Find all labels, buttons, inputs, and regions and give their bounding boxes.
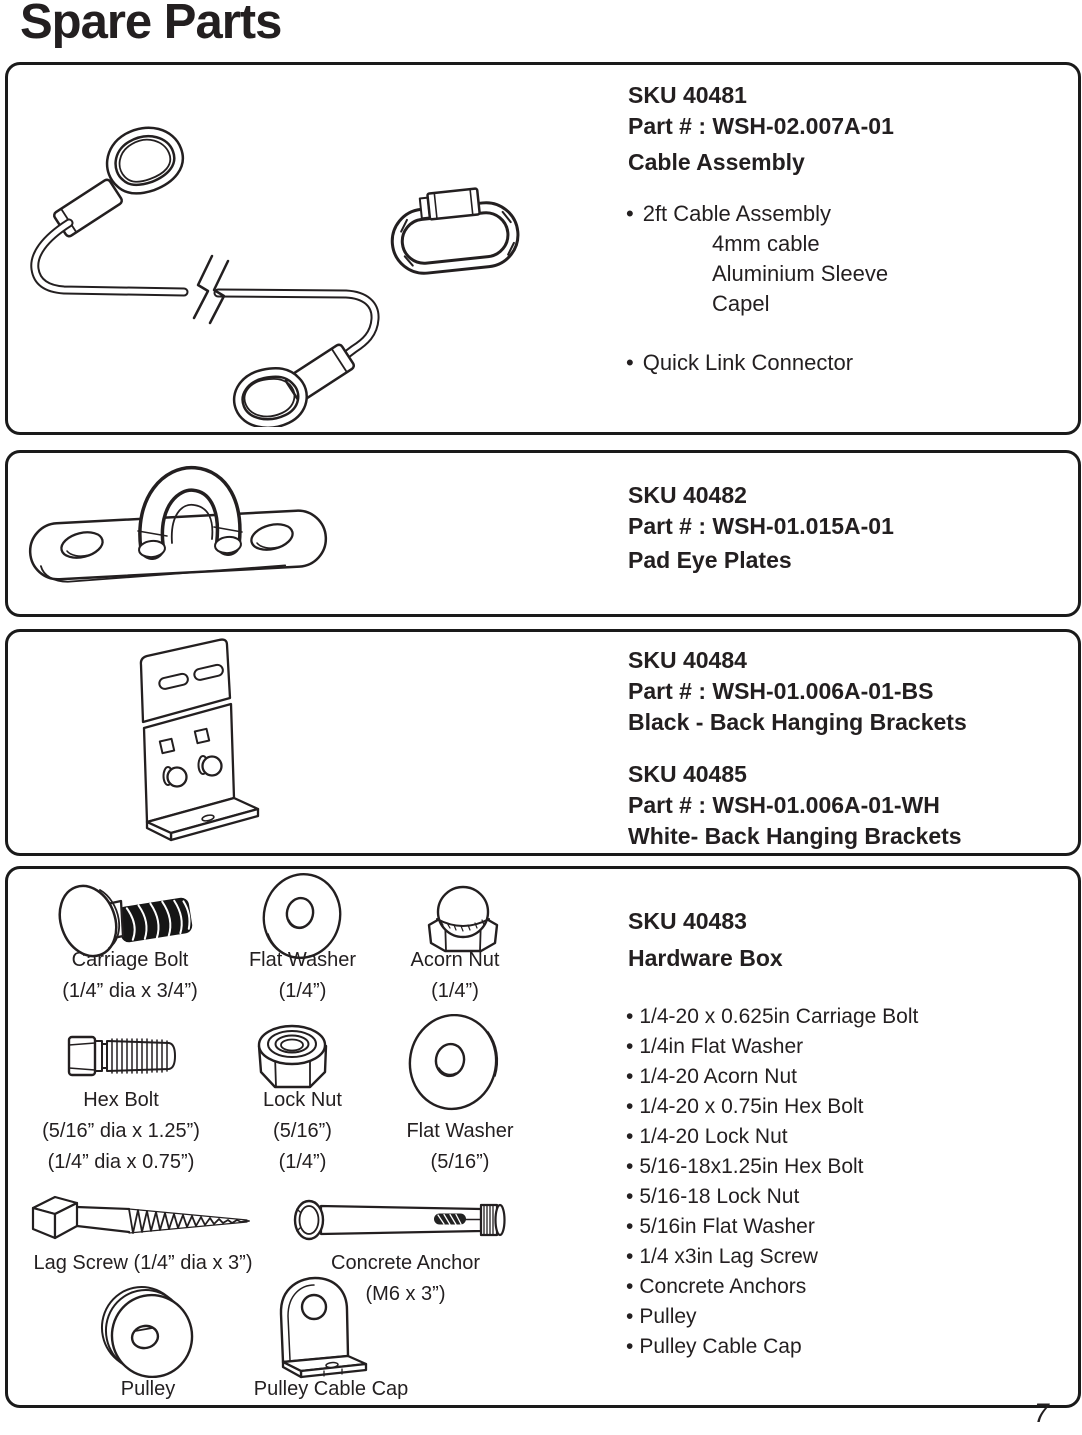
hanging-bracket-drawing	[130, 635, 280, 848]
hardware-sku: SKU 40483	[628, 908, 747, 934]
cable-bullet-1-sub-1: 4mm cable	[712, 231, 820, 256]
page-number: 7	[1034, 1398, 1050, 1428]
padeye-part-number: Part # : WSH-01.015A-01	[628, 513, 894, 539]
lag-screw-label: Lag Screw (1/4” dia x 3”)	[33, 1252, 253, 1274]
hardware-item-list	[626, 1002, 918, 1362]
lock-nut-label: Lock Nut (5/16”) (1/4”)	[263, 1089, 342, 1173]
hardware-name: Hardware Box	[628, 945, 783, 971]
hardware-item: • 1/4in Flat Washer	[626, 1032, 918, 1062]
hardware-item: • 1/4-20 Lock Nut	[626, 1122, 918, 1152]
cable-bullet-1-sub-2: Aluminium Sleeve	[712, 261, 889, 286]
hex-bolt-drawing	[63, 1026, 183, 1081]
cable-bullet-1: • 2ft Cable Assembly	[626, 199, 888, 229]
section-cable-assembly	[5, 62, 1081, 435]
pad-eye-plate-drawing	[22, 463, 352, 605]
bracket-black-sku: SKU 40484	[628, 647, 747, 673]
bracket-black-name: Black - Back Hanging Brackets	[628, 709, 967, 735]
cable-bullet-list	[626, 199, 888, 378]
cable-sku-part	[628, 80, 894, 142]
cable-bullet-1-sub-3: Capel	[712, 291, 770, 316]
flat-washer-516-label: Flat Washer (5/16”)	[406, 1120, 514, 1173]
hardware-item: • 1/4-20 Acorn Nut	[626, 1062, 918, 1092]
pulley-drawing	[92, 1286, 207, 1378]
bracket-white-sku: SKU 40485	[628, 761, 747, 787]
cable-part-number: Part # : WSH-02.007A-01	[628, 113, 894, 139]
hardware-item: • 1/4 x3in Lag Screw	[626, 1242, 918, 1272]
hex-bolt-label: Hex Bolt (5/16” dia x 1.25”) (1/4” dia x 0.75”)	[42, 1089, 200, 1173]
section-hardware-box	[5, 866, 1081, 1408]
concrete-anchor-label: Concrete Anchor (M6 x 3”)	[331, 1252, 480, 1305]
bracket-white-block	[628, 759, 962, 852]
flat-washer-quarter-label: Flat Washer (1/4”)	[248, 949, 357, 1002]
section-back-hanging-brackets	[5, 629, 1081, 856]
acorn-nut-label: Acorn Nut (1/4”)	[410, 949, 500, 1002]
hardware-item: • Pulley Cable Cap	[626, 1332, 918, 1362]
cable-name: Cable Assembly	[628, 149, 805, 175]
hardware-item: • 5/16in Flat Washer	[626, 1212, 918, 1242]
cable-assembly-drawing	[8, 65, 568, 427]
padeye-sku: SKU 40482	[628, 482, 747, 508]
flat-washer-516-drawing	[400, 1014, 510, 1114]
pulley-label: Pulley	[120, 1378, 176, 1400]
hardware-item: • 1/4-20 x 0.75in Hex Bolt	[626, 1092, 918, 1122]
lag-screw-drawing	[25, 1188, 260, 1248]
padeye-name: Pad Eye Plates	[628, 547, 792, 573]
cable-bullet-2: • Quick Link Connector	[626, 348, 888, 378]
hardware-item: • Concrete Anchors	[626, 1272, 918, 1302]
bracket-black-part-number: Part # : WSH-01.006A-01-BS	[628, 678, 934, 704]
bracket-white-name: White- Back Hanging Brackets	[628, 823, 962, 849]
bracket-black-block	[628, 645, 967, 738]
bracket-white-part-number: Part # : WSH-01.006A-01-WH	[628, 792, 940, 818]
pulley-cable-cap-label: Pulley Cable Cap	[253, 1378, 409, 1400]
cable-sku: SKU 40481	[628, 82, 747, 108]
carriage-bolt-label: Carriage Bolt (1/4” dia x 3/4”)	[62, 949, 198, 1002]
page-title: Spare Parts	[20, 0, 282, 49]
hardware-item: • 5/16-18 Lock Nut	[626, 1182, 918, 1212]
hardware-item: • 1/4-20 x 0.625in Carriage Bolt	[626, 1002, 918, 1032]
concrete-anchor-drawing	[288, 1192, 518, 1247]
hardware-item: • 5/16-18x1.25in Hex Bolt	[626, 1152, 918, 1182]
hardware-item: • Pulley	[626, 1302, 918, 1332]
padeye-sku-part	[628, 480, 894, 542]
section-pad-eye-plates	[5, 450, 1081, 617]
